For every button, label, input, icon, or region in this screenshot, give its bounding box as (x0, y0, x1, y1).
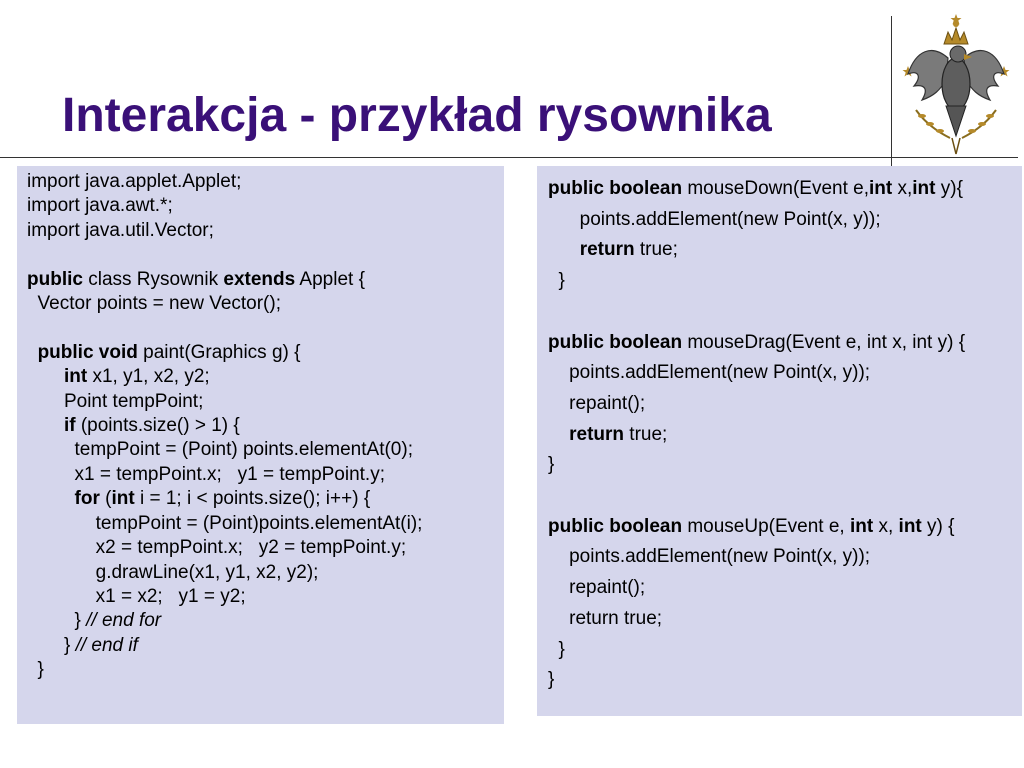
slide-title: Interakcja - przykład rysownika (62, 89, 772, 142)
code-line (548, 512, 1022, 543)
code-line (27, 243, 504, 267)
code-line (27, 658, 504, 682)
code-line (27, 536, 504, 560)
code-token: true; (634, 239, 678, 261)
code-line (548, 174, 1022, 205)
code-token: x1, y1, x2, y2; (87, 366, 210, 388)
code-token: public boolean (548, 331, 683, 353)
code-line (27, 194, 504, 218)
code-token: public boolean (548, 178, 683, 199)
code-line (27, 487, 504, 511)
white-eagle-emblem-icon (896, 14, 1016, 156)
code-token: ( (99, 488, 112, 510)
code-token: } (27, 634, 76, 656)
code-panel-paint (17, 166, 504, 724)
code-line (27, 341, 504, 365)
code-line (548, 450, 1022, 481)
code-token: points.addElement(new Point(x, y)); (548, 362, 871, 384)
code-token: repaint(); (548, 392, 646, 414)
code-line (548, 481, 1022, 512)
code-token: import java.util.Vector; (27, 219, 214, 241)
code-line (548, 665, 1022, 696)
code-token: public void (37, 341, 138, 363)
code-token: mouseUp(Event e, (682, 515, 850, 537)
code-token: import java.awt.*; (27, 195, 173, 217)
code-line (27, 170, 504, 194)
code-line (548, 266, 1022, 297)
code-line (27, 316, 504, 340)
code-token: import java.applet.Applet; (27, 171, 242, 192)
code-token: } (548, 454, 555, 476)
code-token (27, 342, 38, 363)
code-token: x, (892, 178, 913, 199)
code-line (548, 573, 1022, 604)
code-token: int (898, 515, 922, 537)
code-token: if (63, 415, 76, 437)
logo-divider (891, 16, 892, 168)
code-token: g.drawLine(x1, y1, x2, y2); (27, 561, 319, 583)
code-token: } (548, 669, 555, 691)
code-token (548, 239, 580, 260)
code-line (548, 358, 1022, 389)
code-line (27, 585, 504, 609)
code-token (548, 424, 569, 445)
code-token: int (849, 515, 874, 537)
code-token: Applet { (295, 268, 365, 290)
code-token: int (868, 178, 893, 199)
code-token: public boolean (548, 515, 683, 537)
code-token: return true; (548, 607, 663, 629)
code-token: extends (223, 268, 296, 290)
code-line (27, 561, 504, 585)
code-line (548, 635, 1022, 666)
code-line (548, 235, 1022, 266)
code-token: } (27, 659, 44, 681)
code-line (27, 365, 504, 389)
code-line (27, 219, 504, 243)
code-line (548, 420, 1022, 451)
code-token (27, 488, 75, 509)
code-token: x1 = x2; y1 = y2; (27, 585, 246, 607)
code-token: // end for (86, 610, 162, 632)
code-line (548, 542, 1022, 573)
code-token: for (74, 488, 100, 510)
code-token: Point tempPoint; (27, 390, 204, 412)
title-divider (0, 157, 1018, 158)
code-token: int (912, 178, 936, 199)
code-token: // end if (75, 634, 138, 656)
code-token: tempPoint = (Point)points.elementAt(i); (27, 512, 423, 534)
code-token: repaint(); (548, 577, 646, 599)
code-token: mouseDrag(Event e, int x, int y) { (682, 331, 966, 353)
code-line (548, 297, 1022, 328)
code-token: y) { (921, 515, 955, 537)
code-line (27, 609, 504, 633)
code-line (27, 463, 504, 487)
code-token: points.addElement(new Point(x, y)); (548, 546, 871, 568)
code-line (27, 390, 504, 414)
code-line (27, 634, 504, 658)
code-token: Vector points = new Vector(); (27, 293, 281, 315)
code-token: return (569, 423, 625, 445)
code-token: int (63, 366, 88, 388)
code-token (27, 415, 64, 436)
code-line (548, 205, 1022, 236)
code-token: true; (624, 423, 668, 445)
code-token: paint(Graphics g) { (137, 341, 301, 363)
code-line (27, 268, 504, 292)
code-token: class Rysownik (82, 268, 224, 290)
code-token: } (27, 610, 87, 632)
code-token: i = 1; i < points.size(); i++) { (134, 488, 371, 510)
code-token: } (548, 270, 565, 292)
code-token: int (111, 488, 135, 510)
code-line (548, 328, 1022, 359)
code-line (27, 414, 504, 438)
code-token: points.addElement(new Point(x, y)); (548, 208, 881, 230)
code-token: x1 = tempPoint.x; y1 = tempPoint.y; (27, 463, 385, 485)
code-panel-mouse-handlers (537, 166, 1022, 716)
code-token: y){ (935, 178, 963, 199)
code-line (548, 389, 1022, 420)
code-token: public (27, 268, 83, 290)
code-token: return (579, 239, 635, 261)
code-token: x, (873, 515, 899, 537)
code-token: } (548, 638, 565, 660)
code-line (548, 604, 1022, 635)
code-line (27, 438, 504, 462)
code-token: x2 = tempPoint.x; y2 = tempPoint.y; (27, 537, 407, 559)
code-token: (points.size() > 1) { (75, 415, 240, 437)
code-line (27, 512, 504, 536)
code-line (27, 292, 504, 316)
code-token: mouseDown(Event e, (682, 178, 869, 199)
code-token (27, 366, 64, 387)
code-token: tempPoint = (Point) points.elementAt(0); (27, 439, 413, 461)
